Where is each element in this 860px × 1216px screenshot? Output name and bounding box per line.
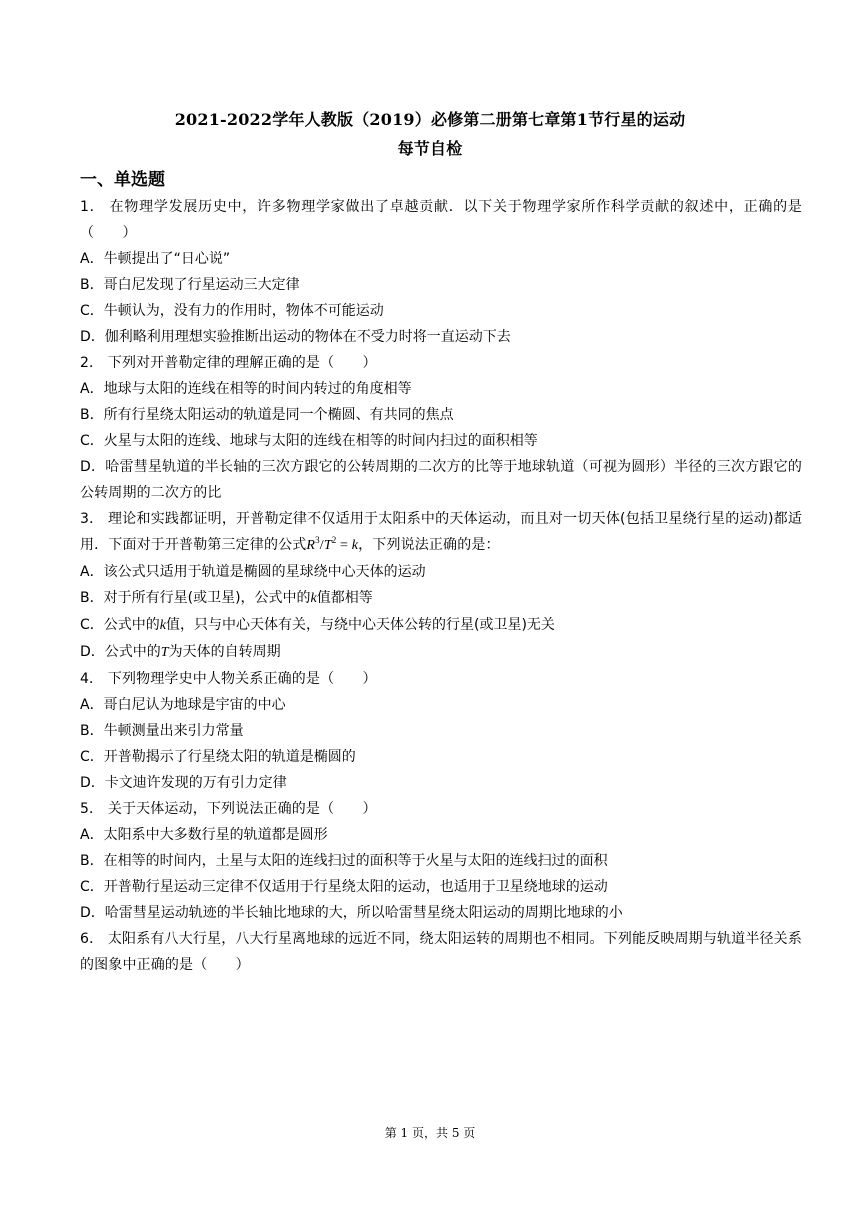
question-3-stem [80,506,802,559]
question-text: 下列对开普勒定律的理解正确的是（ ） [107,355,377,371]
symbol-k: k [159,618,166,633]
question-text: 关于天体运动，下列说法正确的是（ ） [107,801,377,817]
question-list [80,194,802,978]
question-4-option-a: A．哥白尼认为地球是宇宙的中心 [80,697,286,713]
question-1-stem [80,194,802,246]
question-6-stem [80,926,802,978]
question-3-option-a: A．该公式只适用于轨道是椭圆的星球绕中心天体的运动 [80,564,426,580]
question-text-tail: ，下列说法正确的是： [358,537,500,553]
question-1-option-a: A．牛顿提出了“日心说” [80,251,231,267]
question-number: 2． [80,355,104,371]
question-2-option-d: D．哈雷彗星轨道的半长轴的三次方跟它的公转周期的二次方的比等于地球轨道（可视为圆形）半径的三次方跟它的公转周期的二次方的比 [80,459,802,501]
question-3-option-d: D．公式中的T为天体的自转周期 [80,644,281,660]
question-number: 3． [80,511,104,527]
question-1-option-c: C．牛顿认为，没有力的作用时，物体不可能运动 [80,303,384,319]
document-subtitle: 每节自检 [397,139,463,158]
symbol-k: k [310,591,317,606]
document-title: 2021-2022学年人教版（2019）必修第二册第七章第1节行星的运动 [174,110,686,129]
question-number: 4． [80,671,104,687]
section-heading: 一、单选题 [80,170,165,190]
question-text: 理论和实践都证明，开普勒定律不仅适用于太阳系中的天体运动，而且对一切天体(包括卫星绕行星的运动)都适用．下面对于开普勒第三定律的公式 [80,511,803,553]
question-1-option-b: B．哥白尼发现了行星运动三大定律 [80,277,300,293]
question-number: 1． [80,199,105,215]
question-4-option-d: D．卡文迪许发现的万有引力定律 [80,775,287,791]
question-text: 太阳系有八大行星，八大行星离地球的远近不同，绕太阳运转的周期也不相同。下列能反映周期与轨道半径关系的图象中正确的是（ ） [80,931,802,973]
question-3-option-c: C．公式中的k值，只与中心天体有关，与绕中心天体公转的行星(或卫星)无关 [80,617,555,633]
question-number: 6． [80,931,104,947]
question-1-option-d: D．伽利略利用理想实验推断出运动的物体在不受力时将一直运动下去 [80,329,511,345]
question-2-option-a: A．地球与太阳的连线在相等的时间内转过的角度相等 [80,381,412,397]
question-5-stem [80,796,802,822]
question-2-stem [80,350,802,376]
symbol-t: T [160,645,169,660]
question-2-option-b: B．所有行星绕太阳运动的轨道是同一个椭圆、有共同的焦点 [80,407,454,423]
question-5-option-c: C．开普勒行星运动三定律不仅适用于行星绕太阳的运动，也适用于卫星绕地球的运动 [80,879,608,895]
question-text: 在物理学发展历史中，许多物理学家做出了卓越贡献．以下关于物理学家所作科学贡献的叙述中，正确的是（ ） [80,199,802,241]
question-number: 5． [80,801,104,817]
question-4-option-c: C．开普勒揭示了行星绕太阳的轨道是椭圆的 [80,749,356,765]
question-5-option-d: D．哈雷彗星运动轨迹的半长轴比地球的大，所以哈雷彗星绕太阳运动的周期比地球的小 [80,905,623,921]
question-2-option-c: C．火星与太阳的连线、地球与太阳的连线在相等的时间内扫过的面积相等 [80,433,538,449]
question-5-option-a: A．太阳系中大多数行星的轨道都是圆形 [80,827,328,843]
question-4-option-b: B．牛顿测量出来引力常量 [80,723,244,739]
question-4-stem [80,666,802,692]
question-3-option-b: B．对于所有行星(或卫星)，公式中的k值都相等 [80,590,373,606]
page-footer: 第 1 页，共 5 页 [384,1126,476,1140]
kepler-formula: $R^3/T^2 = k$ [306,535,359,553]
question-text: 下列物理学史中人物关系正确的是（ ） [107,671,377,687]
question-5-option-b: B．在相等的时间内，土星与太阳的连线扫过的面积等于火星与太阳的连线扫过的面积 [80,853,608,869]
